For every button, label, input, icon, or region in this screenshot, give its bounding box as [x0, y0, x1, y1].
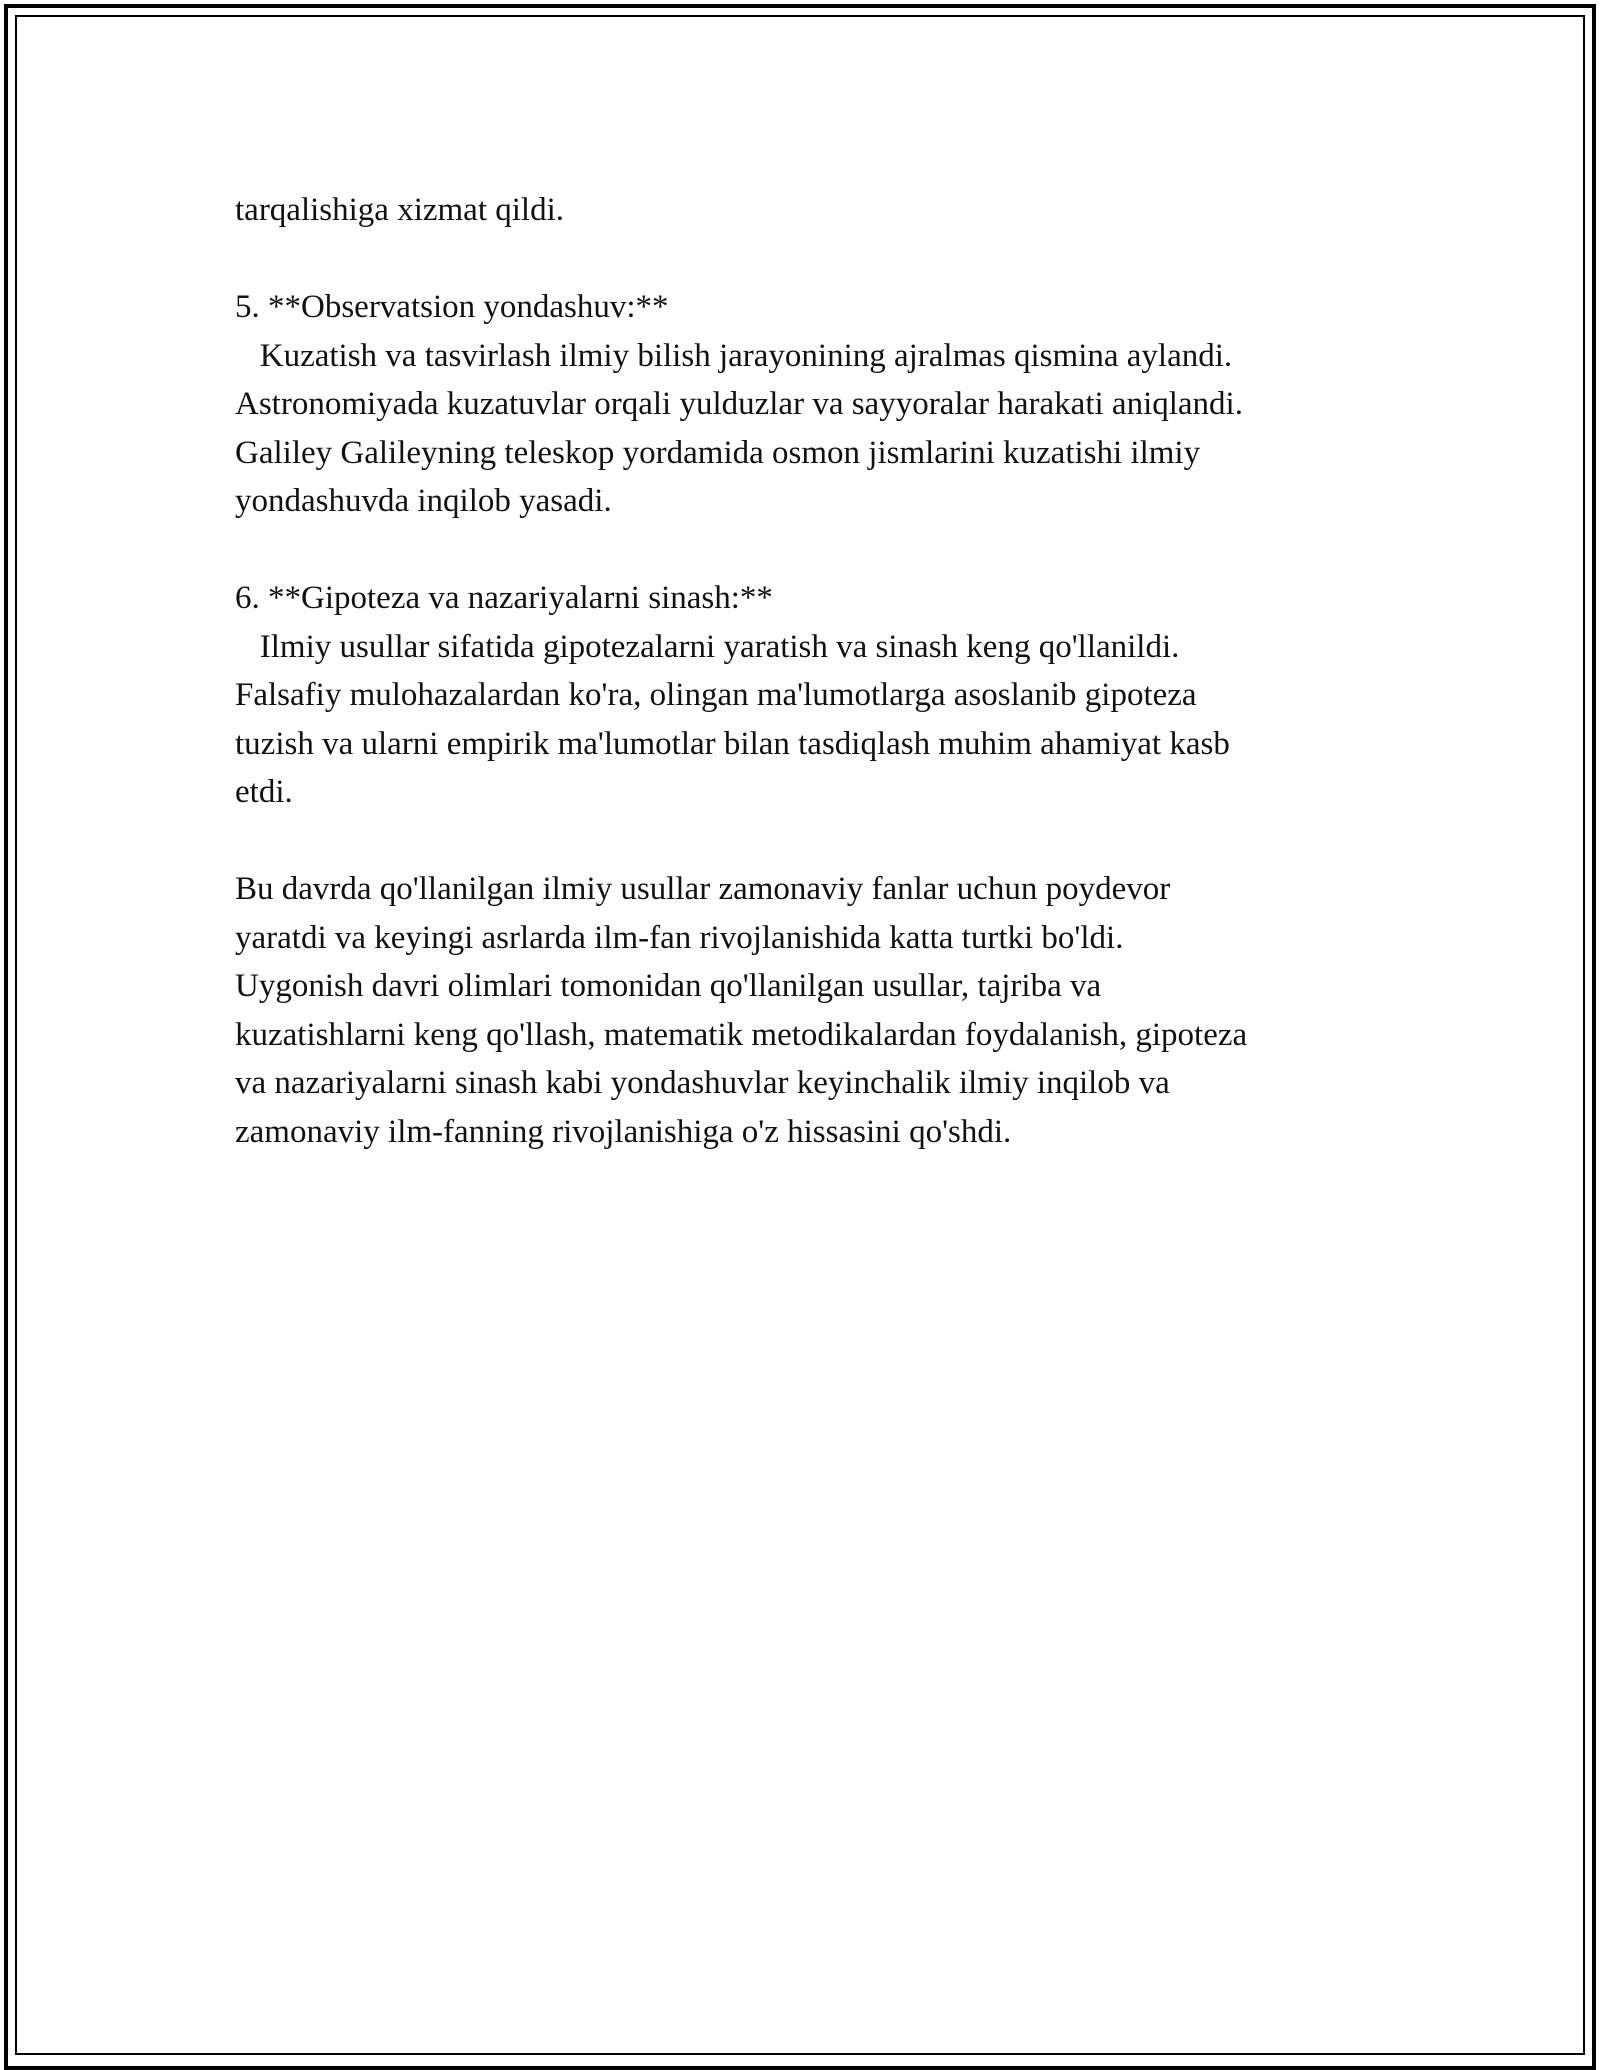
- paragraph-gap: [235, 235, 1385, 284]
- section-5: [235, 283, 1385, 526]
- section-6-line: Falsafiy mulohazalardan ko'ra, olingan ma'lumotlarga asoslanib gipoteza: [235, 677, 1197, 713]
- section-6-line: etdi.: [235, 774, 293, 810]
- section-5-line: yondashuvda inqilob yasadi.: [235, 483, 612, 519]
- document-body: [235, 186, 1385, 1156]
- section-5-heading: 5. **Observatsion yondashuv:**: [235, 289, 669, 325]
- conclusion-line: Bu davrda qo'llanilgan ilmiy usullar zamonaviy fanlar uchun poydevor: [235, 871, 1171, 907]
- section-5-line: Galiley Galileyning teleskop yordamida osmon jismlarini kuzatishi ilmiy: [235, 434, 1201, 471]
- section-5-line: Astronomiyada kuzatuvlar orqali yulduzlar va sayyoralar harakati aniqlandi.: [235, 386, 1243, 422]
- continuation-line: tarqalishiga xizmat qildi.: [235, 192, 565, 228]
- conclusion-paragraph: [235, 865, 1385, 1156]
- section-6-heading: 6. **Gipoteza va nazariyalarni sinash:**: [235, 580, 773, 616]
- section-6-line: tuzish va ularni empirik ma'lumotlar bilan tasdiqlash muhim ahamiyat kasb: [235, 725, 1230, 762]
- conclusion-line: va nazariyalarni sinash kabi yondashuvlar keyinchalik ilmiy inqilob va: [235, 1065, 1170, 1101]
- conclusion-line: kuzatishlarni keng qo'llash, matematik metodikalardan foydalanish, gipoteza: [235, 1016, 1248, 1053]
- section-6-line: Ilmiy usullar sifatida gipotezalarni yaratish va sinash keng qo'llanildi.: [235, 628, 1180, 665]
- section-5-line: Kuzatish va tasvirlash ilmiy bilish jarayonining ajralmas qismina aylandi.: [235, 337, 1233, 374]
- paragraph-gap: [235, 526, 1385, 575]
- conclusion-line: Uygonish davri olimlari tomonidan qo'llanilgan usullar, tajriba va: [235, 968, 1102, 1004]
- paragraph-gap: [235, 817, 1385, 866]
- conclusion-line: zamonaviy ilm-fanning rivojlanishiga o'z hissasini qo'shdi.: [235, 1113, 1012, 1150]
- conclusion-line: yaratdi va keyingi asrlarda ilm-fan rivojlanishida katta turtki bo'ldi.: [235, 919, 1124, 956]
- section-6: [235, 574, 1385, 817]
